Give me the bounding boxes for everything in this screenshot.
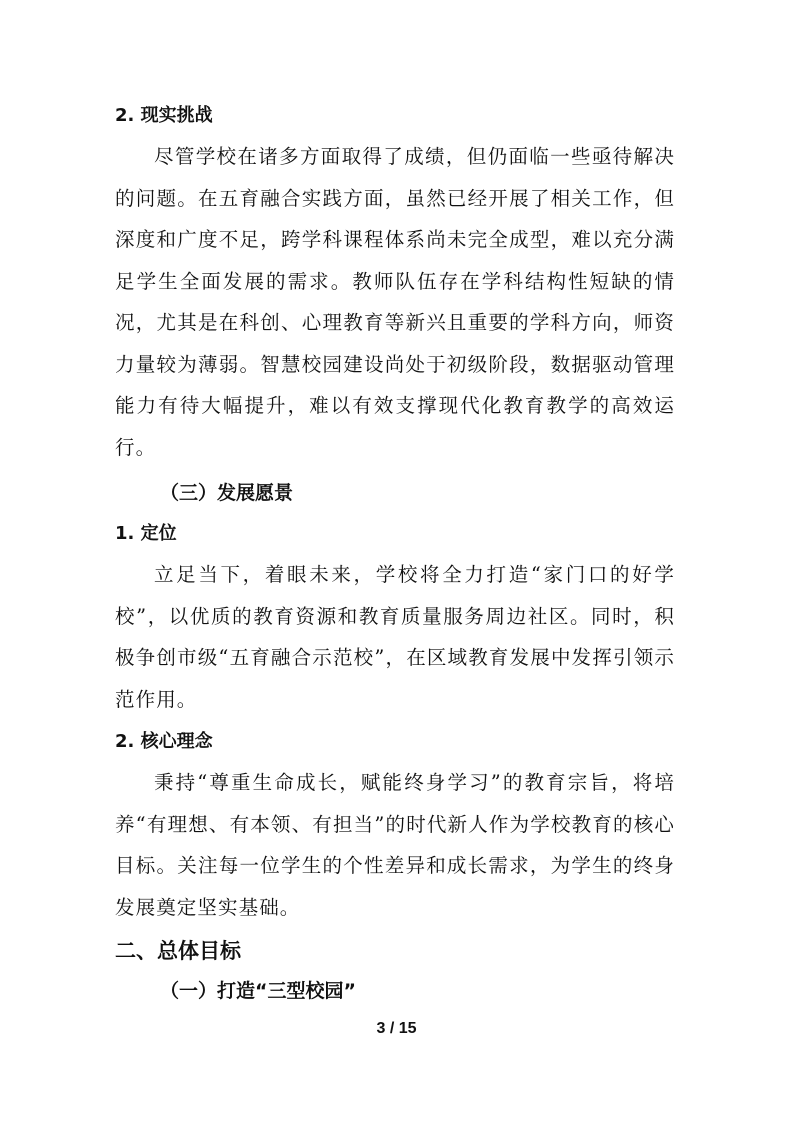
heading-real-challenges: 2. 现实挑战	[115, 105, 213, 126]
paragraph-positioning: 立足当下，着眼未来，学校将全力打造“家门口的好学校”，以优质的教育资源和教育质量服务周边社区。同时，积极争创市级“五育融合示范校”，在区域教育发展中发挥引领示范作用。	[115, 563, 675, 711]
heading-core-concept: 2. 核心理念	[115, 731, 213, 752]
page-number: 3 / 15	[376, 1020, 417, 1037]
heading-overall-goals: 二、总体目标	[115, 939, 241, 963]
heading-development-vision: （三）发展愿景	[160, 482, 294, 504]
paragraph-real-challenges: 尽管学校在诸多方面取得了成绩，但仍面临一些亟待解决的问题。在五育融合实践方面，虽然已经开展了相关工作，但深度和广度不足，跨学科课程体系尚未完全成型，难以充分满足学生全面发展的需求。教师队伍存在学科结构性短缺的情况，尤其是在科创、心理教育等新兴且重要的学科方向，师资力量较为薄弱。智慧校园建设尚处于初级阶段，数据驱动管理能力有待大幅提升，难以有效支撑现代化教育教学的高效运行。	[115, 145, 675, 459]
paragraph-core-concept: 秉持“尊重生命成长，赋能终身学习”的教育宗旨，将培养“有理想、有本领、有担当”的时代新人作为学校教育的核心目标。关注每一位学生的个性差异和成长需求，为学生的终身发展奠定坚实基础。	[115, 771, 675, 919]
heading-positioning: 1. 定位	[115, 523, 177, 544]
heading-three-type-campus: （一）打造“三型校园”	[160, 980, 356, 1002]
